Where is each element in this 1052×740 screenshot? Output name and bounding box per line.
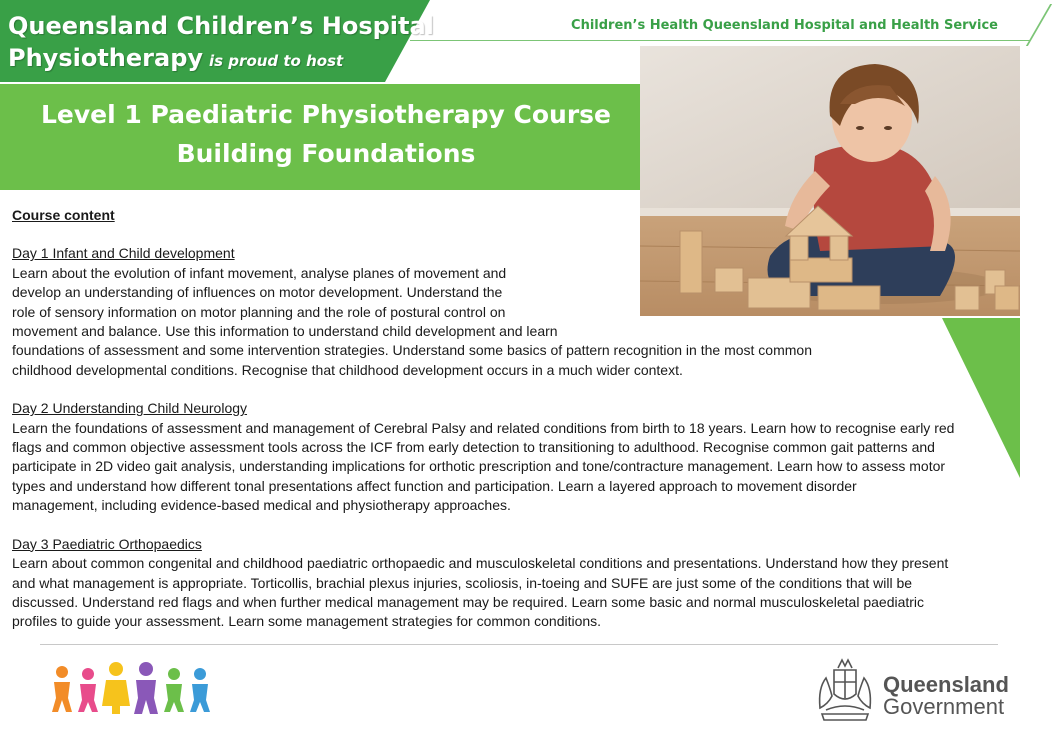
day2-title: Day 2 Understanding Child Neurology bbox=[12, 400, 248, 417]
course-title: Level 1 Paediatric Physiotherapy Course bbox=[40, 100, 612, 129]
day2-line: types and understand how different tonal presentations affect function and participation. Learn a layered approach to movement disorder bbox=[12, 477, 857, 494]
footer-rule bbox=[40, 644, 998, 645]
day3-line: discussed. Understand red flags and when further medical management may be required. Learn some basic and normal musculoskeletal paediatric bbox=[12, 593, 925, 610]
queensland-coat-of-arms-icon bbox=[812, 658, 878, 722]
header-department bbox=[8, 44, 343, 72]
header-rule bbox=[410, 40, 1030, 41]
header-hospital-name: Queensland Children’s Hospital bbox=[8, 12, 434, 40]
day1-line: foundations of assessment and some intervention strategies. Understand some basics of pattern recognition in the most common bbox=[12, 342, 812, 359]
header-tagline: is proud to host bbox=[209, 52, 344, 70]
day3-line: Learn about common congenital and childhood paediatric orthopaedic and musculoskeletal conditions and presentations. Understand how they present bbox=[12, 555, 949, 572]
day1-line: develop an understanding of influences on motor development. Understand the bbox=[12, 284, 503, 301]
children-chain-logo-icon bbox=[50, 662, 218, 716]
day1-line: movement and balance. Use this information to understand child development and learn bbox=[12, 323, 558, 340]
day1-line: Learn about the evolution of infant movement, analyse planes of movement and bbox=[12, 264, 507, 281]
government-name: Queensland bbox=[883, 672, 1009, 697]
day3-title: Day 3 Paediatric Orthopaedics bbox=[12, 535, 202, 552]
child-figure-orange bbox=[52, 666, 72, 712]
course-content bbox=[12, 206, 1002, 632]
title-banner bbox=[0, 84, 642, 190]
day2-line: participate in 2D video gait analysis, understanding implications for orthotic prescription and tone/contracture management. Learn how to assess motor bbox=[12, 458, 946, 475]
organisation-name: Children’s Health Queensland Hospital and Health Service bbox=[571, 18, 998, 33]
day2-line: management, including evidence-based medical and physiotherapy approaches. bbox=[12, 497, 511, 514]
day1-line: role of sensory information on motor planning and the role of postural control on bbox=[12, 303, 506, 320]
header-slash-decoration bbox=[1026, 4, 1052, 46]
day3-line: profiles to guide your assessment. Learn some management strategies for common conditions. bbox=[12, 613, 602, 630]
day1-description-narrow bbox=[12, 264, 587, 342]
day2-line: Learn the foundations of assessment and management of Cerebral Palsy and related conditions from birth to 18 years. Learn how to recognise early red bbox=[12, 419, 955, 436]
day3-line: and what management is appropriate. Torticollis, brachial plexus injuries, scoliosis, in-toeing and SUFE are just some of the conditions that will be bbox=[12, 574, 913, 591]
course-content-heading: Course content bbox=[12, 207, 115, 223]
day2-line: flags and common objective assessment tools across the ICF from early detection to transitioning to adulthood. Recognise common gait patterns and bbox=[12, 439, 935, 456]
day1-line: childhood developmental conditions. Recognise that childhood development occurs in a much wider context. bbox=[12, 361, 683, 378]
day1-title: Day 1 Infant and Child development bbox=[12, 245, 235, 262]
header-department-name: Physiotherapy bbox=[8, 44, 204, 72]
course-subtitle: Building Foundations bbox=[176, 139, 476, 168]
government-label: Government bbox=[883, 694, 1005, 719]
